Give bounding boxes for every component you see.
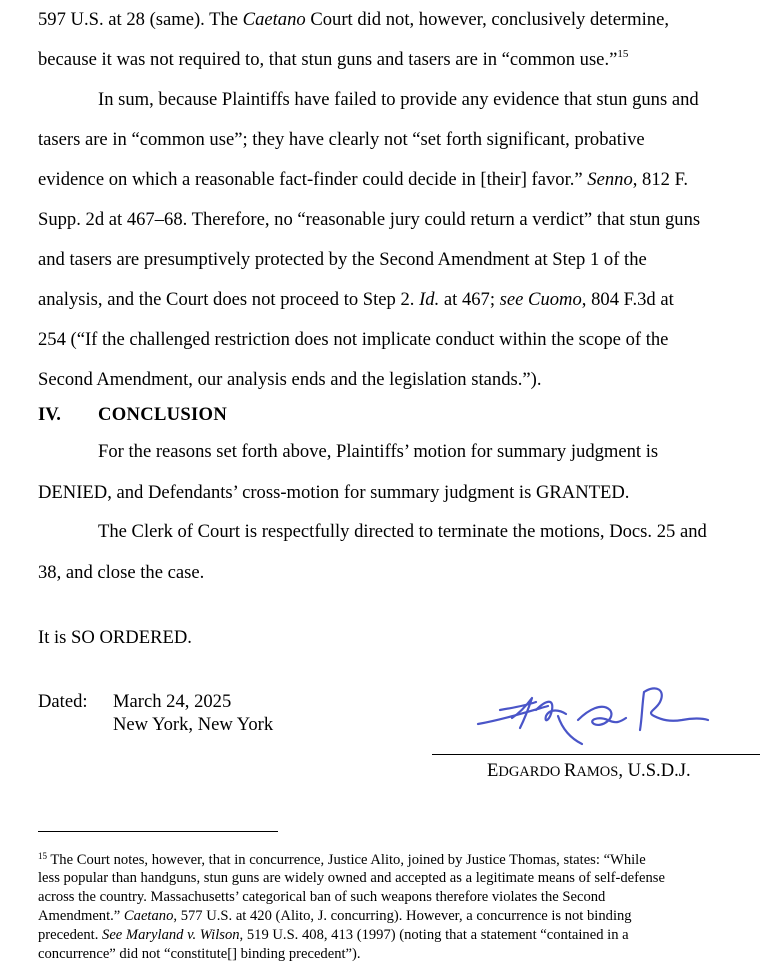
judge-signature — [470, 680, 715, 750]
text-run: tasers are in “common use”; they have clearly not “set forth significant, probative — [38, 129, 645, 150]
text-run: , 577 U.S. at 420 (Alito, J. concurring). However, a concurrence is not binding — [173, 908, 632, 924]
body-line — [98, 89, 699, 111]
footnote-line — [38, 870, 665, 886]
text-run: 38, and close the case. — [38, 562, 205, 583]
text-run: across the country. Massachusetts’ categorical ban of such weapons therefore violates the Second — [38, 889, 606, 905]
section-heading: CONCLUSION — [98, 404, 228, 425]
case-name: Caetano — [123, 908, 174, 924]
text-run: Second Amendment, our analysis ends and the legislation stands.”). — [38, 369, 542, 390]
footnote-line — [38, 908, 632, 924]
text-run: concurrence” did not “constitute[] binding precedent”). — [38, 946, 361, 962]
body-line — [38, 249, 647, 271]
case-name: see Cuomo — [499, 289, 582, 310]
text-run: AMOS — [576, 764, 619, 780]
text-run: , 804 F.3d at — [581, 289, 674, 310]
footnote-reference[interactable]: 15 — [617, 48, 629, 60]
text-run: analysis, and the Court does not proceed to Step 2. — [38, 289, 420, 310]
text-run: It is SO ORDERED. — [38, 627, 192, 648]
body-line — [38, 169, 688, 191]
text-run: evidence on which a reasonable fact-finder could decide in [their] favor.” — [38, 169, 588, 190]
footnote-rule — [38, 831, 278, 832]
text-run: precedent. — [38, 927, 103, 943]
text-run: less popular than handguns, stun guns are widely owned and accepted as a legitimate means of self-defense — [38, 870, 665, 886]
signature-line — [432, 754, 760, 755]
body-line — [98, 441, 658, 463]
case-name: Id. — [419, 289, 440, 310]
case-name: See Maryland v. Wilson — [102, 927, 240, 943]
text-run: DENIED, and Defendants’ cross-motion for summary judgment is GRANTED. — [38, 482, 630, 503]
body-line — [38, 9, 669, 31]
text-run: The Court notes, however, that in concurrence, Justice Alito, joined by Justice Thomas, states: “While — [47, 852, 646, 868]
dated-date: March 24, 2025 — [113, 691, 232, 712]
body-line — [38, 369, 541, 391]
body-line — [38, 562, 204, 584]
section-number: IV. — [38, 404, 61, 425]
footnote-line — [38, 852, 646, 869]
text-run: R — [564, 760, 577, 781]
text-run: The Clerk of Court is respectfully directed to terminate the motions, Docs. 25 and — [98, 521, 707, 542]
so-ordered — [38, 627, 192, 649]
footnote-line — [38, 946, 361, 962]
dated-label: Dated: — [38, 691, 88, 712]
body-line — [38, 209, 700, 231]
text-run: 597 U.S. at 28 (same). The — [38, 9, 243, 30]
text-run: , U.S.D.J. — [618, 760, 691, 781]
case-name: Senno — [587, 169, 633, 190]
text-run: because it was not required to, that stun guns and tasers are in “common use.” — [38, 49, 618, 70]
footnote-line — [38, 889, 605, 905]
text-run: 254 (“If the challenged restriction does not implicate conduct within the scope of the — [38, 329, 669, 350]
text-run: , 519 U.S. 408, 413 (1997) (noting that a statement “contained in a — [239, 927, 629, 943]
dated-place: New York, New York — [113, 714, 274, 735]
text-run: DGARDO — [498, 764, 565, 780]
text-run: E — [487, 760, 499, 781]
body-line — [98, 521, 707, 543]
text-run: For the reasons set forth above, Plaintiffs’ motion for summary judgment is — [98, 441, 659, 462]
body-line — [38, 129, 645, 151]
text-run: at 467; — [439, 289, 500, 310]
text-run: Court did not, however, conclusively determine, — [305, 9, 669, 30]
text-run: In sum, because Plaintiffs have failed to provide any evidence that stun guns and — [98, 89, 699, 110]
body-line — [38, 289, 674, 311]
text-run: and tasers are presumptively protected by the Second Amendment at Step 1 of the — [38, 249, 647, 270]
text-run: Supp. 2d at 467–68. Therefore, no “reasonable jury could return a verdict” that stun guns — [38, 209, 701, 230]
body-line — [38, 329, 668, 351]
case-name: Caetano — [242, 9, 306, 30]
footnote-line — [38, 927, 629, 943]
body-line — [38, 482, 629, 504]
text-run: Amendment.” — [38, 908, 124, 924]
body-line — [38, 49, 628, 73]
text-run: , 812 F. — [632, 169, 689, 190]
footnote-number: 15 — [38, 851, 47, 861]
judge-name — [487, 759, 691, 783]
